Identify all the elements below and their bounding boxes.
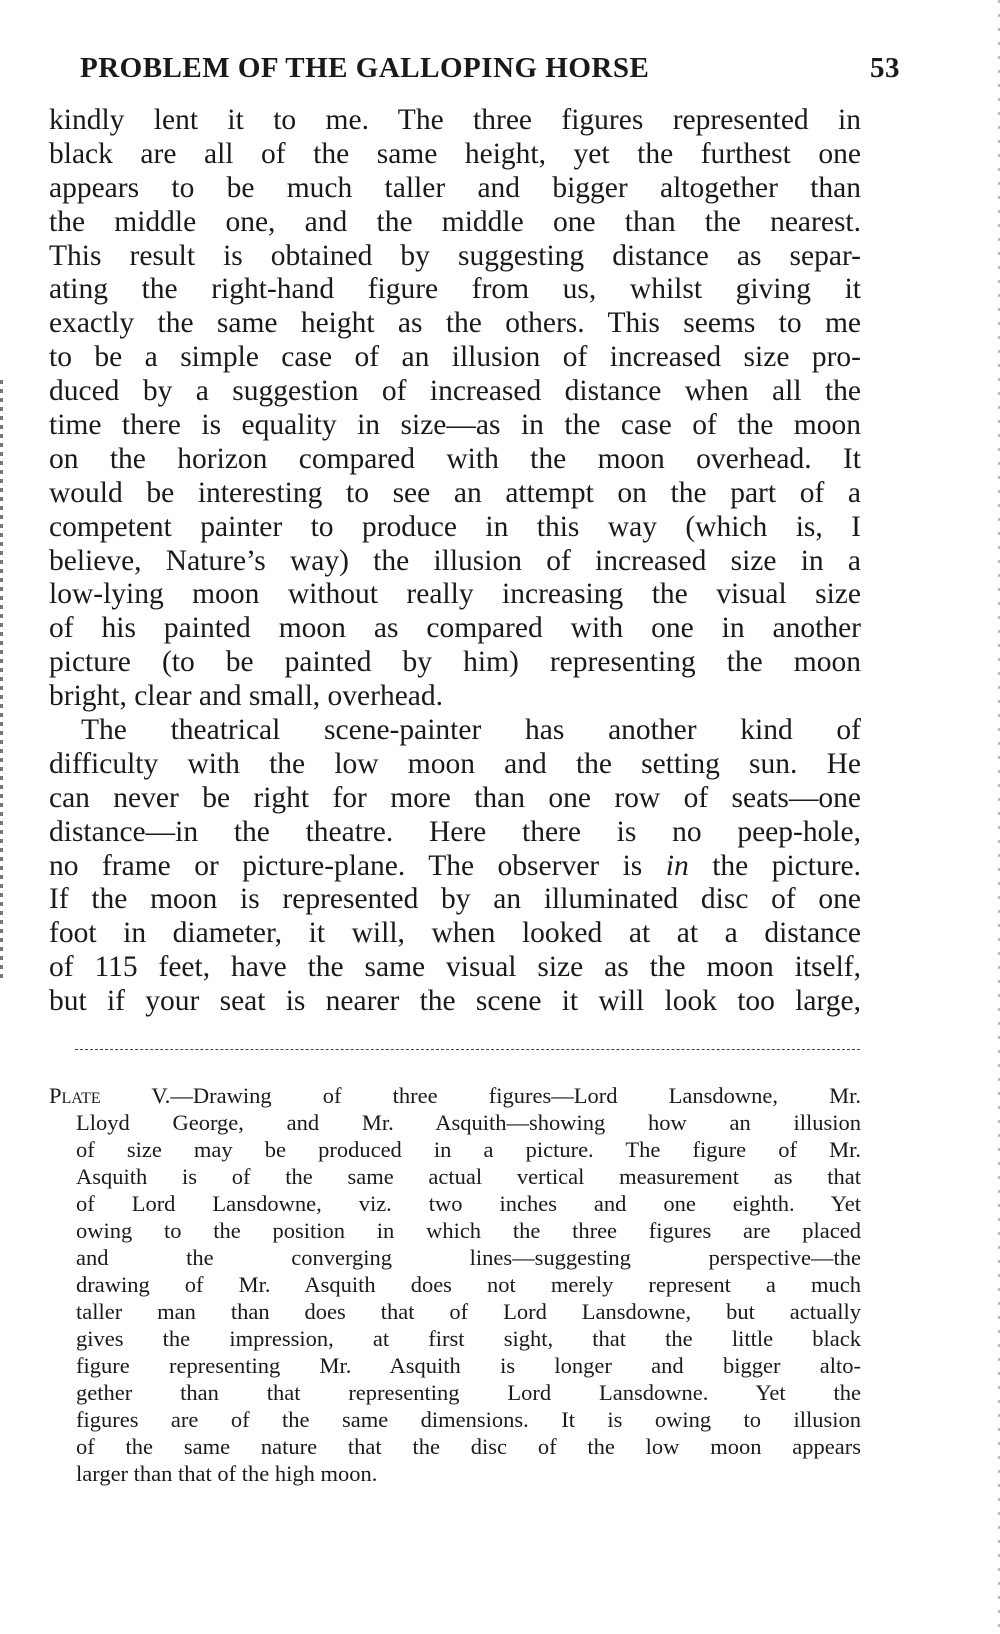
text-line: exactly the same height as the others. This seems to me — [49, 307, 861, 340]
body-text — [49, 104, 861, 1019]
caption-line: gives the impression, at first sight, that the little black — [76, 1326, 861, 1351]
text-line: to be a simple case of an illusion of increased size pro- — [49, 341, 861, 374]
text-line: of 115 feet, have the same visual size as the moon itself, — [49, 951, 861, 984]
scan-edge-marks — [0, 380, 3, 980]
text-segment: the picture. — [688, 849, 861, 882]
text-line: competent painter to produce in this way (which is, I — [49, 510, 861, 543]
caption-line: Asquith is of the same actual vertical measurement as that — [76, 1164, 861, 1189]
text-line: would be interesting to see an attempt on the part of a — [49, 476, 861, 509]
running-title: PROBLEM OF THE GALLOPING HORSE — [80, 52, 650, 84]
caption-line: drawing of Mr. Asquith does not merely represent a much — [76, 1272, 861, 1297]
caption-line: of Lord Lansdowne, viz. two inches and one eighth. Yet — [76, 1191, 861, 1216]
caption-line: and the converging lines—suggesting perspective—the — [76, 1245, 861, 1270]
text-line: but if your seat is nearer the scene it will look too large, — [49, 985, 861, 1018]
text-line: the middle one, and the middle one than the nearest. — [49, 205, 861, 238]
text-line: believe, Nature’s way) the illusion of increased size in a — [49, 544, 861, 577]
text-line: The theatrical scene-painter has another kind of — [81, 714, 861, 747]
caption-line: of the same nature that the disc of the low moon appears — [76, 1434, 861, 1459]
plate-label: Plate V. — [49, 1083, 171, 1108]
text-line: appears to be much taller and bigger altogether than — [49, 171, 861, 204]
italic-text: in — [665, 849, 689, 882]
text-line: This result is obtained by suggesting distance as separ- — [49, 239, 861, 272]
text-line: kindly lent it to me. The three figures represented in — [49, 104, 861, 136]
caption-line: gether than that representing Lord Lansdowne. Yet the — [76, 1380, 861, 1405]
text-line: difficulty with the low moon and the setting sun. He — [49, 747, 861, 780]
text-line: low-lying moon without really increasing the visual size — [49, 578, 861, 611]
caption-line: figures are of the same dimensions. It is owing to illusion — [76, 1407, 861, 1432]
caption-line: Lloyd George, and Mr. Asquith—showing how an illusion — [76, 1110, 861, 1135]
text-line: picture (to be painted by him) representing the moon — [49, 646, 861, 679]
caption-text: —Drawing of three figures—Lord Lansdowne, Mr. — [170, 1083, 861, 1108]
caption-line: larger than that of the high moon. — [76, 1461, 378, 1486]
text-line: foot in diameter, it will, when looked at at a distance — [49, 917, 861, 950]
text-line: black are all of the same height, yet the furthest one — [49, 137, 861, 170]
text-line: ating the right-hand figure from us, whilst giving it — [49, 273, 861, 306]
text-segment: no frame or picture-plane. The observer is — [49, 849, 666, 882]
text-line: If the moon is represented by an illuminated disc of one — [49, 883, 861, 916]
text-line: of his painted moon as compared with one in another — [49, 612, 861, 645]
text-line: can never be right for more than one row of seats—one — [49, 781, 861, 814]
caption-line: owing to the position in which the three figures are placed — [76, 1218, 861, 1243]
caption-line: figure representing Mr. Asquith is longer and bigger alto- — [76, 1353, 861, 1378]
caption-line: of size may be produced in a picture. The figure of Mr. — [76, 1137, 861, 1162]
text-line: on the horizon compared with the moon overhead. It — [49, 442, 861, 475]
text-line: time there is equality in size—as in the case of the moon — [49, 409, 861, 442]
plate-caption — [49, 1082, 861, 1487]
caption-line: taller man than does that of Lord Lansdowne, but actually — [76, 1299, 861, 1324]
page-number: 53 — [870, 52, 900, 84]
text-line: duced by a suggestion of increased distance when all the — [49, 375, 861, 408]
text-line: distance—in the theatre. Here there is no peep-hole, — [49, 815, 861, 848]
divider-rule — [75, 1049, 860, 1050]
text-line — [49, 850, 861, 884]
text-line: bright, clear and small, overhead. — [49, 680, 444, 713]
caption-line — [49, 1082, 861, 1109]
